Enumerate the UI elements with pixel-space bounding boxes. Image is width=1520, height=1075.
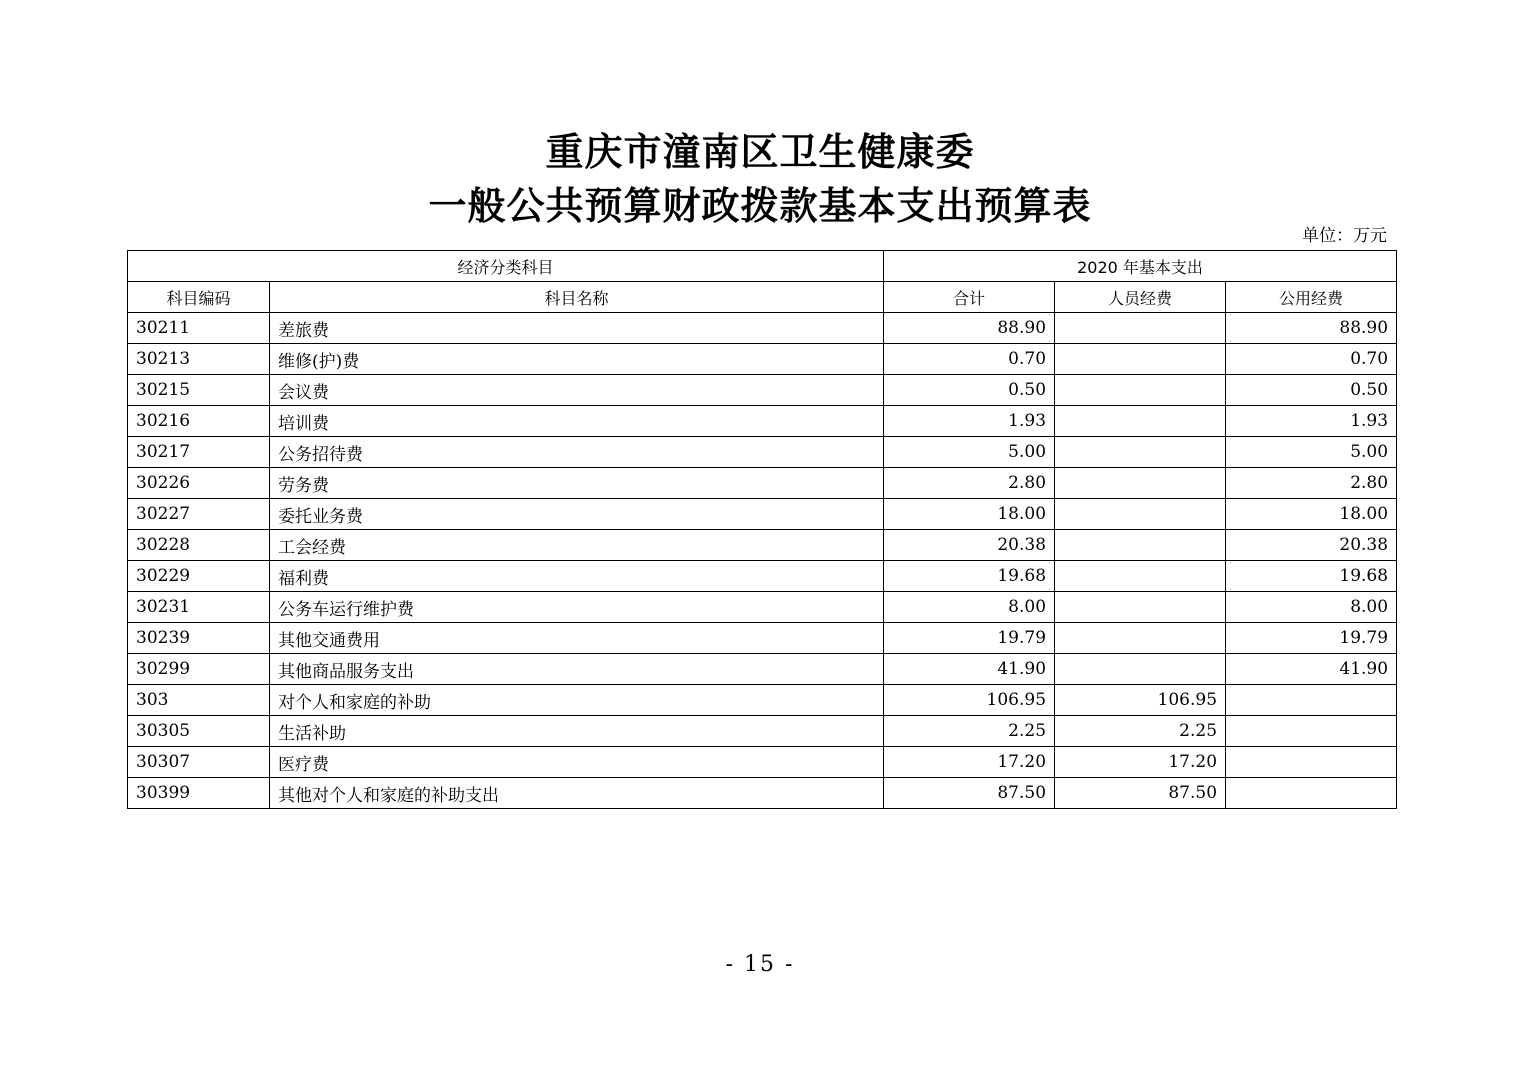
cell-personnel — [1055, 375, 1226, 406]
table-row — [128, 375, 1397, 406]
cell-code: 30217 — [128, 437, 270, 468]
cell-personnel — [1055, 437, 1226, 468]
cell-code: 30299 — [128, 654, 270, 685]
cell-name: 差旅费 — [270, 313, 884, 344]
cell-code: 30399 — [128, 778, 270, 809]
cell-total: 106.95 — [884, 685, 1055, 716]
header-total: 合计 — [884, 282, 1055, 313]
table-row — [128, 778, 1397, 809]
cell-total: 19.79 — [884, 623, 1055, 654]
cell-personnel — [1055, 344, 1226, 375]
table-row — [128, 592, 1397, 623]
table-row — [128, 654, 1397, 685]
cell-code: 30307 — [128, 747, 270, 778]
cell-personnel: 17.20 — [1055, 747, 1226, 778]
cell-public — [1226, 747, 1397, 778]
cell-public: 20.38 — [1226, 530, 1397, 561]
table-row — [128, 561, 1397, 592]
cell-personnel — [1055, 530, 1226, 561]
cell-name: 福利费 — [270, 561, 884, 592]
cell-public — [1226, 716, 1397, 747]
header-personnel: 人员经费 — [1055, 282, 1226, 313]
cell-personnel — [1055, 654, 1226, 685]
table-body — [128, 313, 1397, 809]
cell-total: 8.00 — [884, 592, 1055, 623]
header-public: 公用经费 — [1226, 282, 1397, 313]
budget-table — [127, 250, 1397, 809]
cell-name: 其他商品服务支出 — [270, 654, 884, 685]
cell-public — [1226, 778, 1397, 809]
cell-name: 其他交通费用 — [270, 623, 884, 654]
table-row — [128, 499, 1397, 530]
cell-public: 5.00 — [1226, 437, 1397, 468]
cell-code: 30228 — [128, 530, 270, 561]
cell-name: 工会经费 — [270, 530, 884, 561]
cell-public: 41.90 — [1226, 654, 1397, 685]
cell-code: 30229 — [128, 561, 270, 592]
table-row — [128, 530, 1397, 561]
cell-name: 对个人和家庭的补助 — [270, 685, 884, 716]
cell-code: 30239 — [128, 623, 270, 654]
table-row — [128, 468, 1397, 499]
cell-public — [1226, 685, 1397, 716]
cell-public: 0.70 — [1226, 344, 1397, 375]
header-name: 科目名称 — [270, 282, 884, 313]
cell-public: 18.00 — [1226, 499, 1397, 530]
cell-name: 委托业务费 — [270, 499, 884, 530]
header-basic-expenditure-2020: 2020 年基本支出 — [884, 251, 1397, 282]
table-row — [128, 344, 1397, 375]
page-number: - 15 - — [725, 952, 795, 977]
document-title-line2: 一般公共预算财政拨款基本支出预算表 — [428, 184, 1092, 228]
header-row-group — [128, 251, 1397, 282]
cell-public: 19.68 — [1226, 561, 1397, 592]
cell-name: 劳务费 — [270, 468, 884, 499]
cell-public: 8.00 — [1226, 592, 1397, 623]
cell-code: 30227 — [128, 499, 270, 530]
header-row-columns — [128, 282, 1397, 313]
table-row — [128, 437, 1397, 468]
cell-personnel: 87.50 — [1055, 778, 1226, 809]
cell-total: 88.90 — [884, 313, 1055, 344]
cell-personnel: 106.95 — [1055, 685, 1226, 716]
cell-total: 87.50 — [884, 778, 1055, 809]
cell-total: 0.70 — [884, 344, 1055, 375]
table-row — [128, 406, 1397, 437]
cell-name: 维修(护)费 — [270, 344, 884, 375]
cell-code: 30213 — [128, 344, 270, 375]
cell-code: 303 — [128, 685, 270, 716]
cell-personnel — [1055, 406, 1226, 437]
cell-total: 5.00 — [884, 437, 1055, 468]
cell-name: 公务招待费 — [270, 437, 884, 468]
cell-personnel — [1055, 468, 1226, 499]
cell-personnel — [1055, 313, 1226, 344]
cell-personnel: 2.25 — [1055, 716, 1226, 747]
cell-name: 培训费 — [270, 406, 884, 437]
cell-public: 88.90 — [1226, 313, 1397, 344]
cell-total: 0.50 — [884, 375, 1055, 406]
cell-name: 医疗费 — [270, 747, 884, 778]
cell-code: 30226 — [128, 468, 270, 499]
table-row — [128, 716, 1397, 747]
cell-name: 公务车运行维护费 — [270, 592, 884, 623]
cell-public: 0.50 — [1226, 375, 1397, 406]
table-row — [128, 623, 1397, 654]
header-economic-classification: 经济分类科目 — [128, 251, 884, 282]
document-title-line1: 重庆市潼南区卫生健康委 — [545, 130, 975, 174]
header-code: 科目编码 — [128, 282, 270, 313]
cell-total: 17.20 — [884, 747, 1055, 778]
table-row — [128, 313, 1397, 344]
cell-total: 2.80 — [884, 468, 1055, 499]
cell-total: 2.25 — [884, 716, 1055, 747]
cell-total: 20.38 — [884, 530, 1055, 561]
cell-personnel — [1055, 561, 1226, 592]
table-row — [128, 747, 1397, 778]
cell-code: 30231 — [128, 592, 270, 623]
cell-total: 1.93 — [884, 406, 1055, 437]
cell-personnel — [1055, 499, 1226, 530]
cell-personnel — [1055, 623, 1226, 654]
cell-total: 18.00 — [884, 499, 1055, 530]
cell-public: 2.80 — [1226, 468, 1397, 499]
cell-name: 其他对个人和家庭的补助支出 — [270, 778, 884, 809]
cell-code: 30216 — [128, 406, 270, 437]
cell-public: 1.93 — [1226, 406, 1397, 437]
cell-total: 19.68 — [884, 561, 1055, 592]
cell-total: 41.90 — [884, 654, 1055, 685]
unit-label: 单位：万元 — [1302, 226, 1387, 246]
cell-name: 生活补助 — [270, 716, 884, 747]
cell-public: 19.79 — [1226, 623, 1397, 654]
table-row — [128, 685, 1397, 716]
cell-personnel — [1055, 592, 1226, 623]
cell-code: 30215 — [128, 375, 270, 406]
cell-name: 会议费 — [270, 375, 884, 406]
cell-code: 30305 — [128, 716, 270, 747]
cell-code: 30211 — [128, 313, 270, 344]
